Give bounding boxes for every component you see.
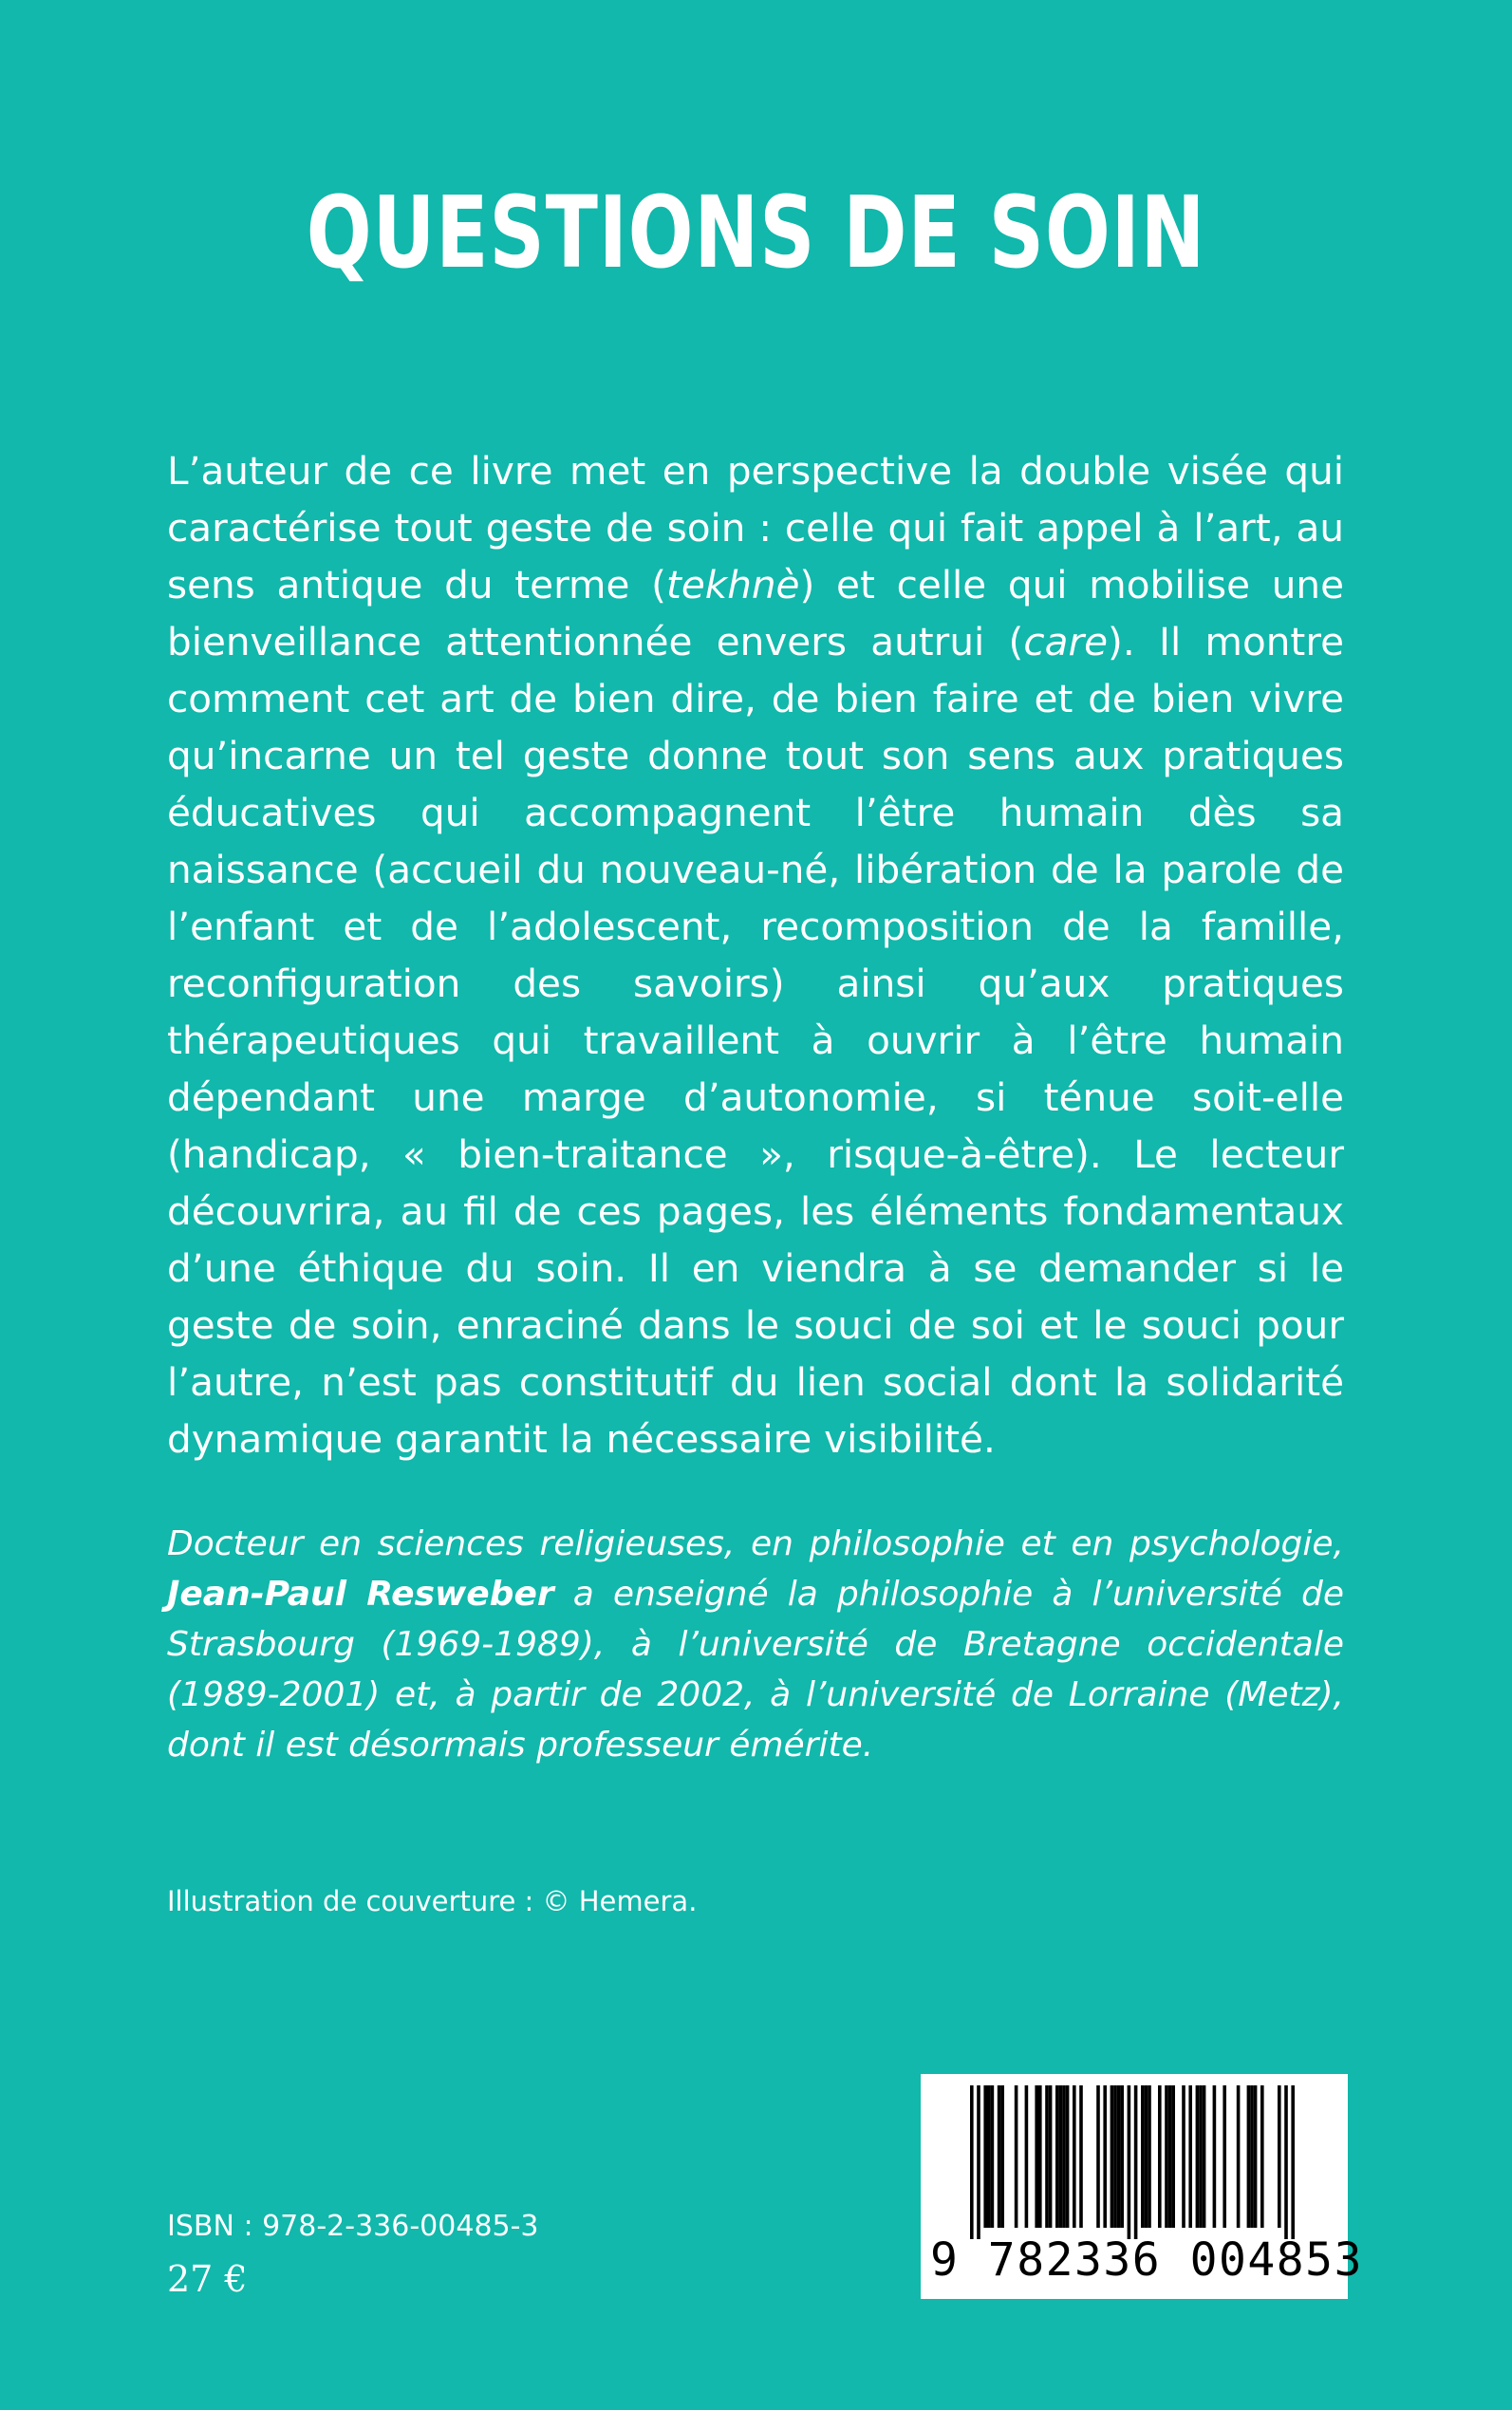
barcode-bar: [1038, 2085, 1042, 2228]
bio-rest: a enseigné la philosophie à l’université de Strasbourg (1969-1989), à l’université de Bretagne occidentale (1989-2001) et, à partir de 2002, à l’université de Lorraine (Metz), dont il est désormais professeur émérite.: [167, 1575, 1344, 1765]
barcode-bar: [1079, 2085, 1083, 2228]
barcode-bar: [983, 2085, 987, 2228]
back-cover-blurb: [167, 442, 1344, 1467]
blurb-term-tekhne: tekhnè: [665, 562, 800, 607]
barcode-digits: 9 782336 004853: [930, 2233, 1363, 2287]
barcode-bar: [987, 2085, 991, 2228]
barcode-bar: [1291, 2085, 1295, 2239]
barcode-bar: [1111, 2085, 1114, 2228]
barcode-bar: [1278, 2085, 1281, 2228]
barcode-bar: [1141, 2085, 1145, 2228]
barcode-bar: [1128, 2085, 1131, 2239]
isbn-text: ISBN : 978-2-336-00485-3: [167, 2210, 539, 2243]
barcode-bar: [1158, 2085, 1162, 2228]
barcode-bar: [970, 2085, 974, 2239]
blurb-part-3: ). Il montre comment cet art de bien dire, de bien faire et de bien vivre qu’incarne un tel geste donne tout son sens aux pratiques éducatives qui accompagnent l’être humain dès sa naissance (accueil du nouveau-né, libération de la parole de l’enfant et de l’adolescent, recomposition de la famille, reconfiguration des savoirs) ainsi qu’aux pratiques thérapeutiques qui travaillent à ouvrir à l’être humain dépendant une marge d’autonomie, si ténue soit-elle (handicap, « bien-traitance », risque-à-être). Le lecteur découvrira, au fil de ces pages, les éléments fondamentaux d’une éthique du soin. Il en viendra à se demander si le geste de soin, enraciné dans le souci de soi et le souci pour l’autre, n’est pas constitutif du lien social dont la solidarité dynamique garantit la nécessaire visibilité.: [167, 619, 1344, 1462]
barcode-bar: [1250, 2085, 1254, 2228]
barcode-bar: [1182, 2085, 1185, 2228]
barcode-bar: [1035, 2085, 1038, 2228]
barcode: [921, 2074, 1363, 2299]
barcode-bar: [1168, 2085, 1172, 2228]
barcode-bar: [1247, 2085, 1251, 2228]
barcode-bar: [1000, 2085, 1004, 2228]
barcode-bar: [1188, 2085, 1192, 2228]
barcode-bar: [1059, 2085, 1063, 2228]
barcode-bar: [1148, 2085, 1151, 2228]
book-title: QUESTIONS DE SOIN: [306, 175, 1206, 290]
barcode-bar: [1055, 2085, 1059, 2228]
blurb-part-2: ) et celle qui mobilise une bienveillance attentionnée envers autrui (: [167, 562, 1344, 664]
barcode-bar: [1120, 2085, 1124, 2228]
price-text: 27 €: [167, 2258, 248, 2300]
barcode-bar: [998, 2085, 1001, 2228]
barcode-bar: [1062, 2085, 1066, 2228]
barcode-bar: [1113, 2085, 1117, 2228]
barcode-bar: [1145, 2085, 1148, 2228]
barcode-bar: [1117, 2085, 1121, 2228]
barcode-bar: [1103, 2085, 1107, 2228]
barcode-bar: [1045, 2085, 1049, 2228]
barcode-bar: [1066, 2085, 1070, 2228]
author-bio: [167, 1519, 1344, 1770]
barcode-bar: [977, 2085, 980, 2239]
barcode-bar: [1134, 2085, 1138, 2239]
barcode-bar: [1213, 2085, 1217, 2228]
barcode-bar: [1284, 2085, 1288, 2239]
barcode-bar: [1049, 2085, 1053, 2228]
barcode-bar: [1196, 2085, 1200, 2228]
barcode-bar: [1073, 2085, 1076, 2228]
barcode-bar: [1171, 2085, 1175, 2228]
blurb-term-care: care: [1023, 619, 1109, 664]
barcode-bar: [1260, 2085, 1264, 2228]
barcode-bar: [1237, 2085, 1241, 2228]
barcode-bar: [1025, 2085, 1029, 2228]
barcode-bar: [1015, 2085, 1018, 2228]
barcode-bar: [1254, 2085, 1258, 2228]
illustration-credit: Illustration de couverture : © Hemera.: [167, 1885, 698, 1917]
barcode-bar: [1165, 2085, 1168, 2228]
author-name: Jean-Paul Resweber: [167, 1575, 554, 1614]
barcode-bar: [1199, 2085, 1203, 2228]
blurb-part-1: L’auteur de ce livre met en perspective la double visée qui caractérise tout geste de soin : celle qui fait appel à l’art, au sens antique du terme (: [167, 448, 1344, 607]
barcode-bar: [1096, 2085, 1100, 2228]
barcode-bar: [991, 2085, 995, 2228]
bio-intro: Docteur en sciences religieuses, en philosophie et en psychologie,: [167, 1524, 1344, 1563]
barcode-bar: [1203, 2085, 1206, 2228]
barcode-bar: [1223, 2085, 1226, 2228]
